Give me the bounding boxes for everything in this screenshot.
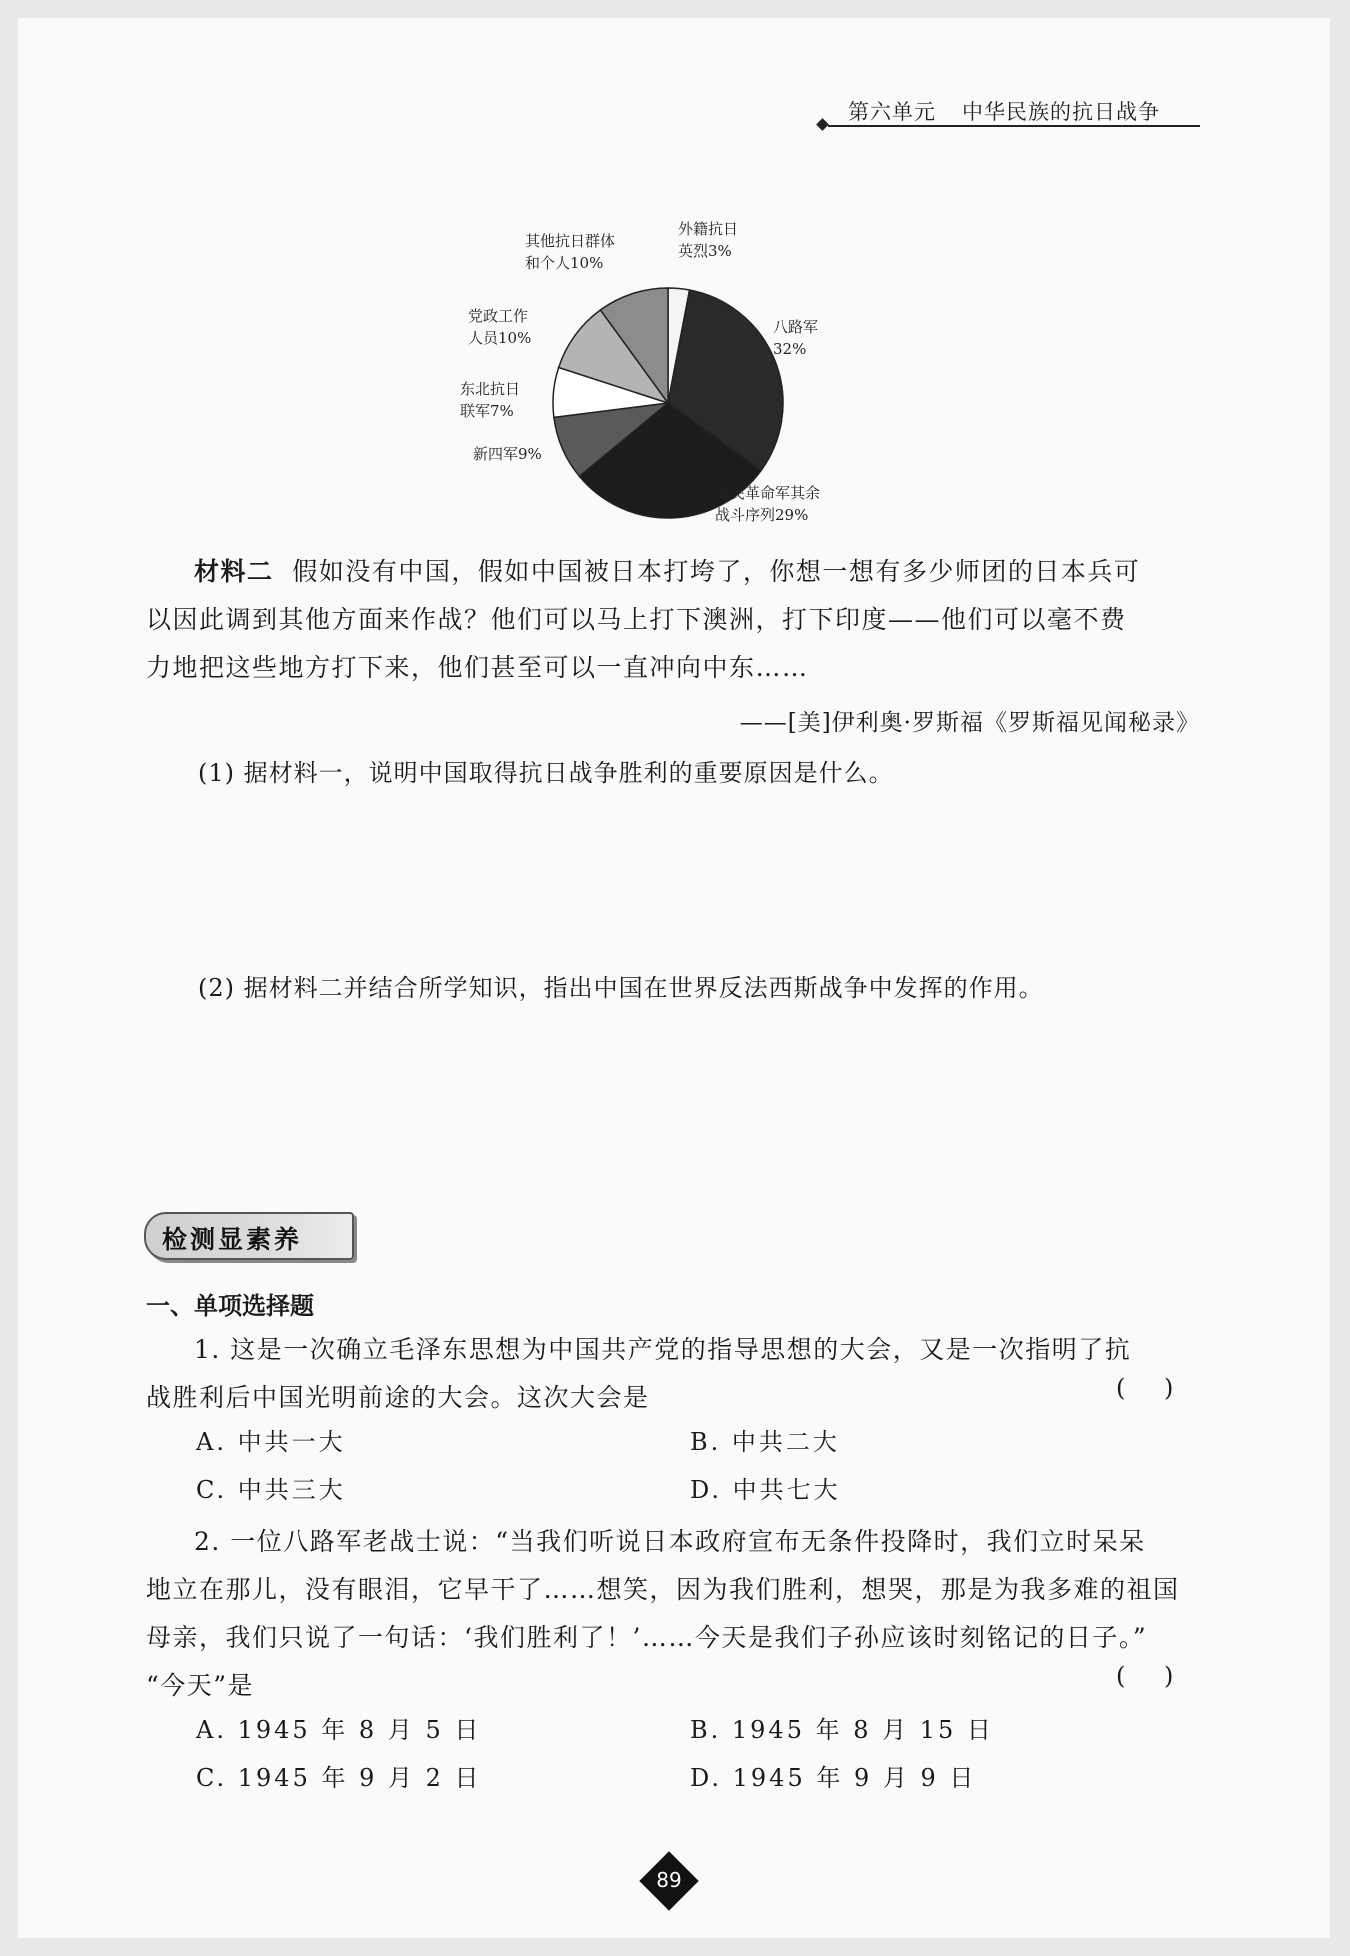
page-number: 89 <box>656 1868 682 1892</box>
label-foreign-martyrs: 外籍抗日 英烈3% <box>678 220 739 260</box>
material2-label: 材料二 <box>194 557 274 586</box>
header-title: 中华民族的抗日战争 <box>962 100 1160 124</box>
mc1-option-c[interactable]: C. 中共三大 <box>196 1476 346 1504</box>
question-2: (2) 据材料二并结合所学知识，指出中国在世界反法西斯战争中发挥的作用。 <box>198 974 1044 1002</box>
question-1: (1) 据材料一，说明中国取得抗日战争胜利的重要原因是什么。 <box>198 759 894 787</box>
label-northeast: 东北抗日 联军7% <box>460 380 521 420</box>
label-nra-other: 国民革命军其余 战斗序列29% <box>715 484 821 524</box>
section-tag: 检测显素养 <box>144 1212 354 1260</box>
label-party-staff: 党政工作 人员10% <box>468 307 532 347</box>
mc2-answer-blank[interactable]: ( ) <box>1116 1662 1174 1690</box>
mc2-option-c[interactable]: C. 1945 年 9 月 2 日 <box>196 1764 482 1792</box>
mc1-stem: 1. 这是一次确立毛泽东思想为中国共产党的指导思想的大会，又是一次指明了抗 战胜利后中国光明前途的大会。这次大会是 <box>146 1335 1132 1412</box>
material2-paragraph: 材料二 假如没有中国，假如中国被日本打垮了，你想一想有多少师团的日本兵可 以因此调到其他方面来作战？他们可以马上打下澳洲，打下印度——他们可以毫不费 力地把这些地方打下来，他们甚至可以一直冲向中东…… <box>146 548 1201 692</box>
mc1-option-b[interactable]: B. 中共二大 <box>690 1428 840 1456</box>
label-new-fourth: 新四军9% <box>473 445 542 463</box>
material2-line3: 力地把这些地方打下来，他们甚至可以一直冲向中东…… <box>146 653 809 682</box>
mc1-option-d[interactable]: D. 中共七大 <box>690 1476 841 1504</box>
page <box>18 18 1330 1938</box>
running-header <box>848 96 1160 126</box>
mc1-option-a[interactable]: A. 中共一大 <box>196 1428 346 1456</box>
label-eighth-route: 八路军 32% <box>773 318 819 358</box>
material2-line2: 以因此调到其他方面来作战？他们可以马上打下澳洲，打下印度——他们可以毫不费 <box>146 605 1127 634</box>
material2-citation: ——[美]伊利奥·罗斯福《罗斯福见闻秘录》 <box>739 710 1200 736</box>
mc1-answer-blank[interactable]: ( ) <box>1116 1374 1174 1402</box>
mc2-stem: 2. 一位八路军老战士说：“当我们听说日本政府宣布无条件投降时，我们立时呆呆 地立在那儿，没有眼泪，它早干了……想笑，因为我们胜利，想哭，那是为我多难的祖国 母亲，我们只说了一句话：‘我们胜利了！’……今天是我们子孙应该时刻铭记的日子。” “今天”是 <box>146 1527 1180 1700</box>
section-title: 一、单项选择题 <box>146 1292 314 1320</box>
mc2-option-b[interactable]: B. 1945 年 8 月 15 日 <box>690 1716 994 1744</box>
mc2-option-a[interactable]: A. 1945 年 8 月 5 日 <box>196 1716 482 1744</box>
header-unit: 第六单元 <box>848 100 936 124</box>
label-other-groups: 其他抗日群体 和个人10% <box>525 232 616 272</box>
mc2-option-d[interactable]: D. 1945 年 9 月 9 日 <box>690 1764 977 1792</box>
header-rule <box>828 125 1200 127</box>
header-diamond-icon <box>816 118 829 131</box>
